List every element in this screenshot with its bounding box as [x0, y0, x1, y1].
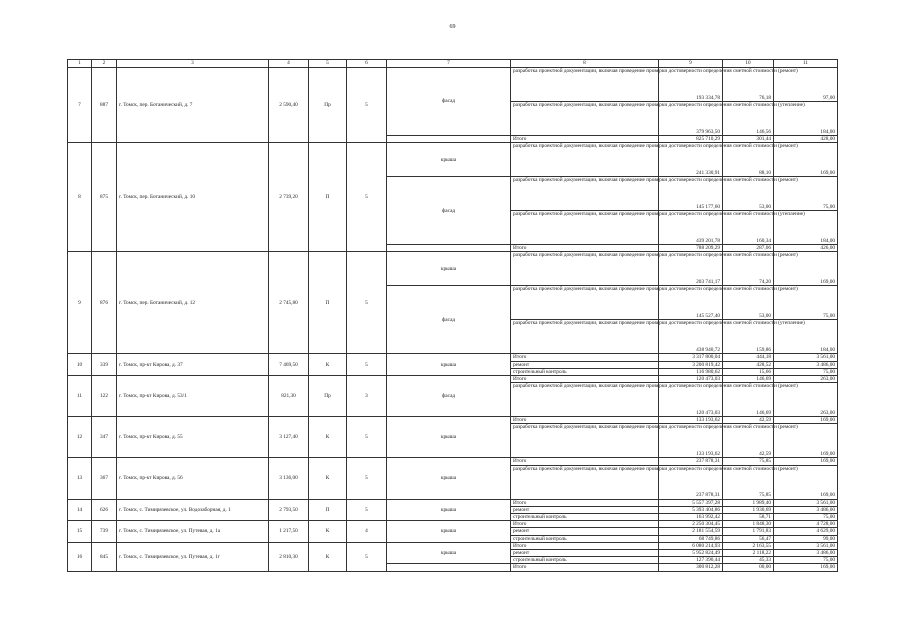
- house-code: 122: [92, 376, 117, 417]
- cost-amount: 127 390,44: [659, 557, 723, 564]
- table-row: [68, 417, 838, 424]
- work-description: Итого: [511, 354, 659, 361]
- cost-amount: 237 878,31: [659, 465, 723, 499]
- house-area: 1 217,50: [269, 521, 309, 543]
- cost-limit: 3 486,00: [774, 550, 838, 557]
- structural-element: крыша: [387, 143, 511, 177]
- house-code: 739: [92, 521, 117, 543]
- cost-per-m2: 88,10: [723, 143, 774, 177]
- work-description: Итого: [511, 542, 659, 549]
- cost-limit: 75,00: [774, 177, 838, 211]
- work-description: разработка проектной документации, включая проведение проверки достоверности определения сметной стоимости (ремонт): [511, 143, 659, 177]
- column-header: 1: [68, 60, 92, 68]
- summary-element-blank: [387, 136, 511, 143]
- cost-limit: 263,00: [774, 383, 838, 417]
- floor-count: 5: [347, 499, 387, 521]
- floor-count: 5: [347, 417, 387, 458]
- cost-per-m2: 444,18: [723, 354, 774, 361]
- structural-element: фасад: [387, 286, 511, 354]
- cost-limit: 75,00: [774, 286, 838, 320]
- table-row: [68, 376, 838, 383]
- cost-amount: 203 741,17: [659, 252, 723, 286]
- cost-amount: 145 527,40: [659, 286, 723, 320]
- cost-per-m2: 2 163,55: [723, 542, 774, 549]
- house-code: 626: [92, 499, 117, 521]
- cost-limit: 4 728,00: [774, 521, 838, 528]
- summary-limit: 169,00: [774, 564, 838, 571]
- house-area: 821,30: [269, 376, 309, 417]
- summary-per-m2: 00,00: [723, 564, 774, 571]
- cost-limit: 184,00: [774, 211, 838, 245]
- cost-amount: 241 330,91: [659, 143, 723, 177]
- table-row: [68, 143, 838, 177]
- house-code: 339: [92, 354, 117, 376]
- cost-amount: 133 193,62: [659, 417, 723, 424]
- work-description: разработка проектной документации, включая проведение проверки достоверности определения сметной стоимости (утепление): [511, 102, 659, 136]
- work-description: разработка проектной документации, включая проведение проверки достоверности определения сметной стоимости (ремонт): [511, 465, 659, 499]
- column-header: 7: [387, 60, 511, 68]
- capital-repair-table: [67, 59, 838, 572]
- structural-element: крыша: [387, 542, 511, 564]
- wall-type: К: [309, 542, 347, 571]
- house-code: 347: [92, 417, 117, 458]
- column-header: 4: [269, 60, 309, 68]
- summary-limit: 428,00: [774, 136, 838, 143]
- cost-limit: 3 561,00: [774, 542, 838, 549]
- summary-element-blank: [387, 564, 511, 571]
- house-address: г. Томск, пр-кт Кирова, д. 53/1: [117, 376, 269, 417]
- wall-type: К: [309, 521, 347, 543]
- row-number: 13: [68, 458, 92, 499]
- cost-limit: 3 561,00: [774, 354, 838, 361]
- house-address: г. Томск, пер. Ботанический, д. 12: [117, 252, 269, 354]
- cost-amount: 6 080 214,93: [659, 542, 723, 549]
- work-description: ремонт: [511, 550, 659, 557]
- cost-amount: 68 749,86: [659, 535, 723, 542]
- column-header: 6: [347, 60, 387, 68]
- work-description: строительный контроль: [511, 557, 659, 564]
- wall-type: К: [309, 458, 347, 499]
- cost-limit: 169,00: [774, 458, 838, 465]
- work-description: разработка проектной документации, включая проведение проверки достоверности определения сметной стоимости (ремонт): [511, 177, 659, 211]
- work-description: разработка проектной документации, включая проведение проверки достоверности определения сметной стоимости (ремонт): [511, 68, 659, 102]
- cost-per-m2: 45,33: [723, 557, 774, 564]
- cost-per-m2: 42,59: [723, 417, 774, 424]
- work-description: ремонт: [511, 506, 659, 513]
- floor-count: 5: [347, 252, 387, 354]
- row-number: 8: [68, 143, 92, 252]
- summary-amount: 825 710,29: [659, 136, 723, 143]
- structural-element: крыша: [387, 499, 511, 521]
- cost-per-m2: 1 989,40: [723, 499, 774, 506]
- work-description: ремонт: [511, 528, 659, 535]
- house-address: г. Томск, пер. Ботанический, д. 10: [117, 143, 269, 252]
- summary-label: Итого: [511, 245, 659, 252]
- wall-type: Пр: [309, 376, 347, 417]
- cost-amount: 5 393 404,86: [659, 506, 723, 513]
- header-row: [68, 60, 838, 68]
- work-description: разработка проектной документации, включая проведение проверки достоверности определения сметной стоимости (утепление): [511, 211, 659, 245]
- work-description: Итого: [511, 417, 659, 424]
- summary-label: Итого: [511, 136, 659, 143]
- work-description: Итого: [511, 458, 659, 465]
- column-header: 10: [723, 60, 774, 68]
- house-address: г. Томск, пер. Ботанический, д. 7: [117, 68, 269, 143]
- cost-per-m2: 15,66: [723, 368, 774, 375]
- work-description: разработка проектной документации, включая проведение проверки достоверности определения сметной стоимости (утепление): [511, 320, 659, 354]
- structural-element: крыша: [387, 458, 511, 499]
- floor-count: 5: [347, 458, 387, 499]
- cost-per-m2: 159,86: [723, 320, 774, 354]
- house-area: 2 810,30: [269, 542, 309, 571]
- cost-amount: 379 963,50: [659, 102, 723, 136]
- floor-count: 3: [347, 376, 387, 417]
- work-description: ремонт: [511, 361, 659, 368]
- cost-amount: 120 473,03: [659, 383, 723, 417]
- wall-type: К: [309, 417, 347, 458]
- house-code: 875: [92, 143, 117, 252]
- structural-element: фасад: [387, 68, 511, 136]
- table-row: [68, 252, 838, 286]
- cost-limit: 263,00: [774, 376, 838, 383]
- house-code: 887: [92, 68, 117, 143]
- column-header: 2: [92, 60, 117, 68]
- cost-per-m2: 146,69: [723, 376, 774, 383]
- cost-per-m2: 160,34: [723, 211, 774, 245]
- cost-amount: 120 473,03: [659, 376, 723, 383]
- row-number: 7: [68, 68, 92, 143]
- column-header: 8: [511, 60, 659, 68]
- cost-amount: 116 980,62: [659, 368, 723, 375]
- summary-limit: 426,00: [774, 245, 838, 252]
- cost-limit: 3 561,00: [774, 499, 838, 506]
- cost-amount: 3 317 800,04: [659, 354, 723, 361]
- wall-type: П: [309, 252, 347, 354]
- table-row: [68, 458, 838, 465]
- structural-element: фасад: [387, 376, 511, 417]
- floor-count: 5: [347, 68, 387, 143]
- cost-limit: 75,00: [774, 368, 838, 375]
- structural-element: крыша: [387, 354, 511, 376]
- cost-amount: 2 250 304,45: [659, 521, 723, 528]
- cost-per-m2: 74,20: [723, 252, 774, 286]
- house-area: 2 739,20: [269, 143, 309, 252]
- cost-per-m2: 1 791,83: [723, 528, 774, 535]
- house-code: 876: [92, 252, 117, 354]
- cost-per-m2: 146,69: [723, 383, 774, 417]
- house-code: 845: [92, 542, 117, 571]
- cost-limit: 97,00: [774, 68, 838, 102]
- work-description: Итого: [511, 499, 659, 506]
- cost-per-m2: 53,00: [723, 286, 774, 320]
- table-row: [68, 354, 838, 361]
- cost-amount: 3 200 819,42: [659, 361, 723, 368]
- cost-amount: 5 557 397,28: [659, 499, 723, 506]
- cost-per-m2: 42,59: [723, 424, 774, 458]
- cost-per-m2: 1 848,30: [723, 521, 774, 528]
- work-description: строительный контроль: [511, 514, 659, 521]
- cost-limit: 3 486,00: [774, 506, 838, 513]
- structural-element: крыша: [387, 252, 511, 286]
- row-number: 11: [68, 376, 92, 417]
- cost-limit: 169,00: [774, 252, 838, 286]
- work-description: разработка проектной документации, включая проведение проверки достоверности определения сметной стоимости (ремонт): [511, 286, 659, 320]
- table-row: [68, 68, 838, 102]
- summary-element-blank: [387, 245, 511, 252]
- work-description: разработка проектной документации, включая проведение проверки достоверности определения сметной стоимости (ремонт): [511, 252, 659, 286]
- summary-per-m2: 287,06: [723, 245, 774, 252]
- wall-type: К: [309, 354, 347, 376]
- cost-per-m2: 53,00: [723, 177, 774, 211]
- cost-limit: 99,00: [774, 535, 838, 542]
- cost-limit: 3 486,00: [774, 361, 838, 368]
- cost-amount: 439 201,78: [659, 211, 723, 245]
- summary-label: Итого: [511, 564, 659, 571]
- cost-per-m2: 2 118,22: [723, 550, 774, 557]
- house-area: 2 590,40: [269, 68, 309, 143]
- work-description: строительный контроль: [511, 368, 659, 375]
- house-area: 3 127,40: [269, 417, 309, 458]
- summary-amount: 300 812,28: [659, 564, 723, 571]
- cost-amount: 438 940,72: [659, 320, 723, 354]
- cost-per-m2: 1 930,69: [723, 506, 774, 513]
- cost-amount: 5 952 824,49: [659, 550, 723, 557]
- row-number: 9: [68, 252, 92, 354]
- house-address: г. Томск, пр-кт Кирова, д. 37: [117, 354, 269, 376]
- house-area: 2 745,80: [269, 252, 309, 354]
- floor-count: 4: [347, 521, 387, 543]
- wall-type: П: [309, 143, 347, 252]
- cost-limit: 169,00: [774, 143, 838, 177]
- house-code: 367: [92, 458, 117, 499]
- row-number: 16: [68, 542, 92, 571]
- house-address: г. Томск, с. Тимирязевское, ул. Водозаборная, д. 1: [117, 499, 269, 521]
- house-area: 7 469,50: [269, 354, 309, 376]
- cost-per-m2: 76,18: [723, 68, 774, 102]
- column-header: 5: [309, 60, 347, 68]
- cost-amount: 163 992,42: [659, 514, 723, 521]
- floor-count: 5: [347, 143, 387, 252]
- floor-count: 5: [347, 354, 387, 376]
- house-address: г. Томск, пр-кт Кирова, д. 56: [117, 458, 269, 499]
- wall-type: П: [309, 499, 347, 521]
- cost-per-m2: 75,85: [723, 458, 774, 465]
- cost-per-m2: 75,85: [723, 465, 774, 499]
- floor-count: 5: [347, 542, 387, 571]
- wall-type: Пр: [309, 68, 347, 143]
- work-description: Итого: [511, 521, 659, 528]
- house-address: г. Томск, с. Тимирязевское, ул. Путевая, д. 1а: [117, 521, 269, 543]
- cost-amount: 193 334,78: [659, 68, 723, 102]
- table-body: [68, 60, 838, 572]
- structural-element: крыша: [387, 417, 511, 458]
- row-number: 14: [68, 499, 92, 521]
- work-description: Итого: [511, 376, 659, 383]
- cost-amount: 145 177,60: [659, 177, 723, 211]
- cost-limit: 184,00: [774, 102, 838, 136]
- cost-limit: 75,00: [774, 514, 838, 521]
- row-number: 15: [68, 521, 92, 543]
- work-description: разработка проектной документации, включая проведение проверки достоверности определения сметной стоимости (ремонт): [511, 383, 659, 417]
- row-number: 10: [68, 354, 92, 376]
- cost-limit: 169,00: [774, 465, 838, 499]
- cost-per-m2: 428,52: [723, 361, 774, 368]
- table-row: [68, 521, 838, 528]
- summary-per-m2: 301,44: [723, 136, 774, 143]
- table-row: [68, 499, 838, 506]
- structural-element: крыша: [387, 521, 511, 543]
- row-number: 12: [68, 417, 92, 458]
- house-area: 3 136,00: [269, 458, 309, 499]
- house-area: 2 793,50: [269, 499, 309, 521]
- page-number: 69: [449, 24, 456, 30]
- cost-limit: 75,00: [774, 557, 838, 564]
- cost-limit: 4 629,00: [774, 528, 838, 535]
- cost-limit: 169,00: [774, 424, 838, 458]
- house-address: г. Томск, пр-кт Кирова, д. 55: [117, 417, 269, 458]
- column-header: 9: [659, 60, 723, 68]
- column-header: 11: [774, 60, 838, 68]
- cost-amount: 2 181 554,59: [659, 528, 723, 535]
- structural-element: фасад: [387, 177, 511, 245]
- cost-limit: 184,00: [774, 320, 838, 354]
- cost-amount: 133 193,62: [659, 424, 723, 458]
- table-row: [68, 542, 838, 549]
- cost-per-m2: 146,56: [723, 102, 774, 136]
- summary-amount: 788 209,29: [659, 245, 723, 252]
- cost-per-m2: 58,71: [723, 514, 774, 521]
- work-description: строительный контроль: [511, 535, 659, 542]
- column-header: 3: [117, 60, 269, 68]
- work-description: разработка проектной документации, включая проведение проверки достоверности определения сметной стоимости (ремонт): [511, 424, 659, 458]
- house-address: г. Томск, с. Тимирязевское, ул. Путевая, д. 1г: [117, 542, 269, 571]
- cost-per-m2: 56,47: [723, 535, 774, 542]
- cost-limit: 169,00: [774, 417, 838, 424]
- cost-amount: 237 878,31: [659, 458, 723, 465]
